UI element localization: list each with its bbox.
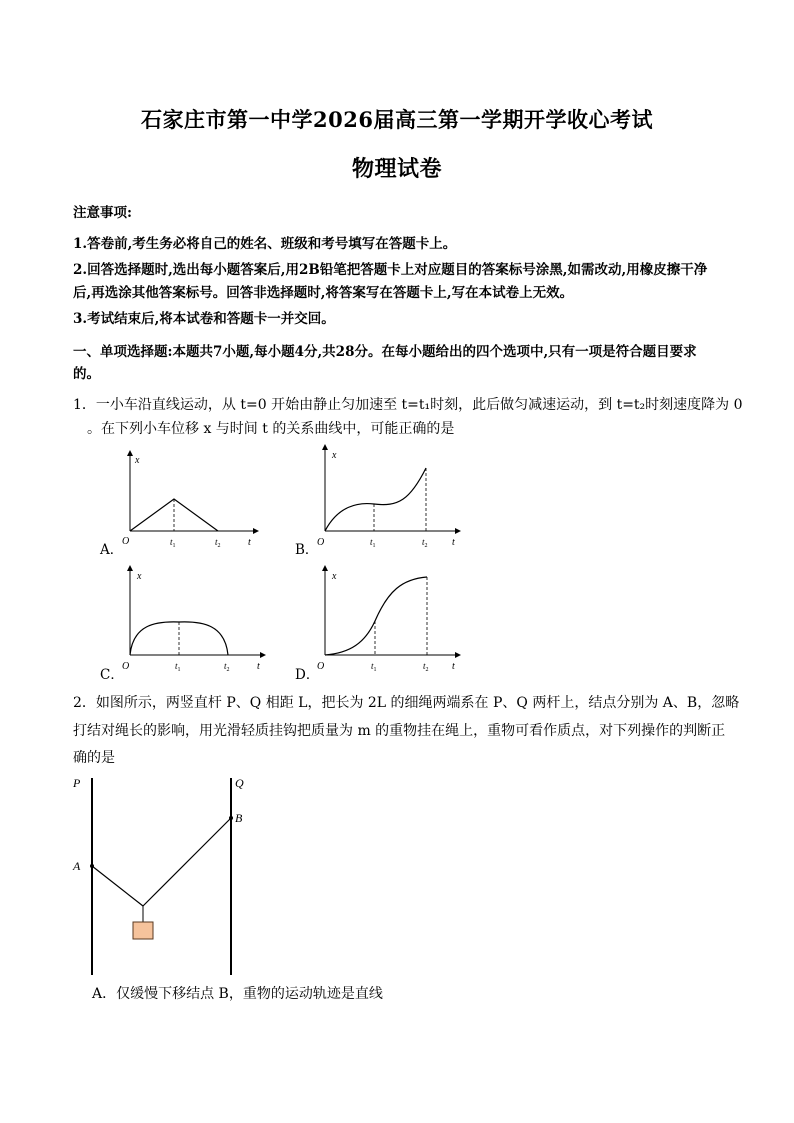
label-q: Q <box>235 776 244 790</box>
q1-graph-c <box>115 561 270 676</box>
t1-label: $t_1$ <box>371 661 377 673</box>
x-label: t <box>257 661 260 672</box>
y-label: x <box>137 571 142 582</box>
q1-graph-a <box>115 446 265 551</box>
q2-stem-line-3: 确的是 <box>73 750 115 766</box>
origin-label: O <box>317 661 325 672</box>
t1-label: $t_1$ <box>170 537 176 549</box>
rope-left <box>92 866 143 906</box>
y-label: x <box>332 571 337 582</box>
curve <box>325 468 426 531</box>
q1-graph-d <box>310 561 465 676</box>
label-a: A <box>73 859 81 873</box>
q2-option-a: A．仅缓慢下移结点 B，重物的运动轨迹是直线 <box>92 986 383 1002</box>
t2-label: $t_2$ <box>215 537 221 549</box>
weight-block <box>133 922 153 939</box>
section-heading-line-1: 一、单项选择题:本题共7小题,每小题4分,共28分。在每小题给出的四个选项中,只有一项是符合题目要求 <box>73 344 697 360</box>
knot-a <box>90 864 94 868</box>
x-label: t <box>452 537 455 548</box>
exam-title: 石家庄市第一中学2026届高三第一学期开学收心考试 <box>141 107 653 132</box>
origin-label: O <box>122 536 130 547</box>
t2-label: $t_2$ <box>423 661 429 673</box>
label-p: P <box>73 776 81 790</box>
q2-stem-line-1: 2．如图所示，两竖直杆 P、Q 相距 L，把长为 2L 的细绳两端系在 P、Q 两杆上，结点分别为 A、B，忽略 <box>73 695 740 711</box>
q1-option-a-label: A． <box>100 542 124 558</box>
note-item-1: 1.答卷前,考生务必将自己的姓名、班级和考号填写在答题卡上。 <box>73 236 457 252</box>
origin-label: O <box>122 661 130 672</box>
q2-stem-line-2: 打结对绳长的影响，用光滑轻质挂钩把质量为 m 的重物挂在绳上，重物可看作质点，对下列操作的判断正 <box>73 723 726 739</box>
label-b: B <box>235 811 243 825</box>
y-label: x <box>332 450 337 461</box>
curve <box>325 577 427 655</box>
note-item-2-line-2: 后,再选涂其他答案标号。回答非选择题时,将答案写在答题卡上,写在本试卷上无效。 <box>73 285 574 301</box>
note-item-3: 3.考试结束后,将本试卷和答题卡一并交回。 <box>73 311 335 327</box>
t2-label: $t_2$ <box>224 661 230 673</box>
subject-title: 物理试卷 <box>351 156 442 182</box>
origin-label: O <box>317 537 325 548</box>
x-label: t <box>452 661 455 672</box>
knot-b <box>229 816 233 820</box>
q1-option-b-label: B． <box>295 542 319 558</box>
t1-label: $t_1$ <box>370 537 376 549</box>
y-label: x <box>135 455 140 466</box>
q1-stem-line-1: 1．一小车沿直线运动，从 t=0 开始由静止匀加速至 t=t₁时刻，此后做匀减速运动，到 t=t₂时刻速度降为 0 <box>73 397 743 413</box>
note-item-2-line-1: 2.回答选择题时,选出每小题答案后,用2B铅笔把答题卡上对应题目的答案标号涂黑,如需改动,用橡皮擦干净 <box>73 262 708 278</box>
t1-label: $t_1$ <box>175 661 181 673</box>
q2-figure <box>65 770 265 980</box>
t2-label: $t_2$ <box>422 537 428 549</box>
notes-heading: 注意事项: <box>73 205 132 221</box>
rope-right <box>143 818 231 906</box>
q1-option-d-label: D． <box>295 667 320 683</box>
q1-stem-line-2: 。在下列小车位移 x 与时间 t 的关系曲线中，可能正确的是 <box>87 421 455 437</box>
section-heading-line-2: 的。 <box>73 366 100 382</box>
q1-option-c-label: C． <box>100 667 124 683</box>
q1-graph-b <box>310 440 465 551</box>
x-label: t <box>248 537 251 548</box>
